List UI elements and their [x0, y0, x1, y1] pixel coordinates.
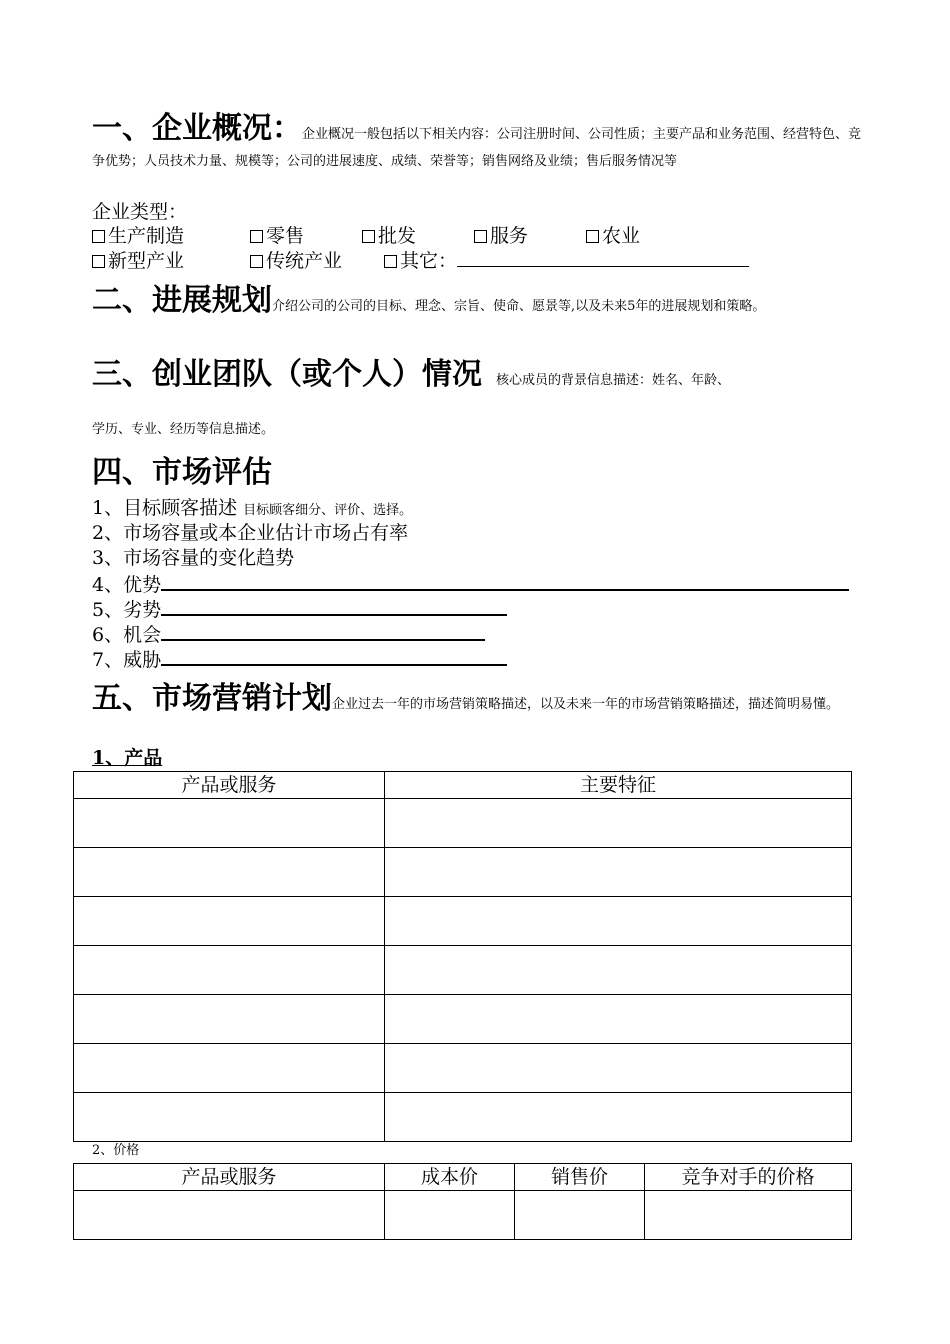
- enterprise-type-label: 企业类型：: [92, 201, 188, 223]
- enterprise-type-row-2: [92, 248, 749, 274]
- option-other[interactable]: 其它：: [384, 249, 457, 274]
- strengths-blank-line[interactable]: [161, 571, 849, 591]
- weaknesses-blank-line[interactable]: [161, 596, 507, 616]
- checkbox-icon[interactable]: [362, 230, 375, 243]
- checkbox-icon[interactable]: [250, 230, 263, 243]
- enterprise-type-row-1: [92, 224, 640, 249]
- market-item-3: 3、市场容量的变化趋势: [92, 547, 295, 569]
- section-5-block: [92, 680, 862, 718]
- table-cell[interactable]: [385, 946, 852, 995]
- table-cell[interactable]: [74, 1044, 385, 1093]
- subsection-product-title: 1、产品: [92, 747, 163, 769]
- table-row: [74, 995, 852, 1044]
- table-cell[interactable]: [645, 1191, 852, 1240]
- table-cell[interactable]: [385, 897, 852, 946]
- option-service[interactable]: 服务: [474, 224, 586, 249]
- threats-blank-line[interactable]: [161, 646, 507, 666]
- section-1-title: 一、企业概况：: [92, 111, 302, 146]
- table-cell[interactable]: [385, 1191, 515, 1240]
- table-cell[interactable]: [74, 799, 385, 848]
- checkbox-icon[interactable]: [586, 230, 599, 243]
- section-2-title: 二、进展规划: [92, 283, 272, 318]
- table-cell[interactable]: [515, 1191, 645, 1240]
- checkbox-icon[interactable]: [384, 255, 397, 268]
- table-cell[interactable]: [385, 1093, 852, 1142]
- table-cell[interactable]: [74, 1191, 385, 1240]
- table-row: [74, 897, 852, 946]
- table-cell[interactable]: [385, 799, 852, 848]
- table-cell[interactable]: [74, 897, 385, 946]
- checkbox-icon[interactable]: [250, 255, 263, 268]
- option-new-industry[interactable]: 新型产业: [92, 249, 250, 274]
- price-table-header-competitor: 竞争对手的价格: [645, 1164, 852, 1191]
- table-cell[interactable]: [74, 1093, 385, 1142]
- table-cell[interactable]: [385, 995, 852, 1044]
- option-manufacturing[interactable]: 生产制造: [92, 224, 250, 249]
- option-wholesale[interactable]: 批发: [362, 224, 474, 249]
- checkbox-icon[interactable]: [92, 255, 105, 268]
- checkbox-icon[interactable]: [92, 230, 105, 243]
- section-3-desc-1: 核心成员的背景信息描述：姓名、年龄、: [496, 373, 731, 388]
- product-table-header-features: 主要特征: [385, 772, 852, 799]
- option-retail[interactable]: 零售: [250, 224, 362, 249]
- market-item-6: 6、机会: [92, 621, 485, 648]
- section-3-title: 三、创业团队（或个人）情况: [92, 357, 482, 392]
- option-agriculture[interactable]: 农业: [586, 224, 640, 249]
- market-item-4: 4、优势: [92, 571, 849, 598]
- table-cell[interactable]: [74, 995, 385, 1044]
- market-item-2: 2、市场容量或本企业估计市场占有率: [92, 522, 409, 544]
- option-traditional-industry[interactable]: 传统产业: [250, 249, 384, 274]
- checkbox-icon[interactable]: [474, 230, 487, 243]
- price-table-header-sale: 销售价: [515, 1164, 645, 1191]
- price-table-header-product: 产品或服务: [74, 1164, 385, 1191]
- section-4-title: 四、市场评估: [92, 455, 272, 490]
- table-row: [74, 1093, 852, 1142]
- section-5-title: 五、市场营销计划: [92, 681, 332, 716]
- table-cell[interactable]: [385, 848, 852, 897]
- table-row: [74, 799, 852, 848]
- section-5-desc: 企业过去一年的市场营销策略描述，以及未来一年的市场营销策略描述，描述简明易懂。: [332, 697, 840, 712]
- other-blank-line[interactable]: [457, 248, 749, 267]
- price-table-header-cost: 成本价: [385, 1164, 515, 1191]
- market-item-5: 5、劣势: [92, 596, 507, 623]
- table-row: [74, 1191, 852, 1240]
- section-2-block: [92, 282, 862, 320]
- section-1-block: [92, 110, 862, 175]
- section-3-desc-2: 学历、专业、经历等信息描述。: [92, 422, 275, 437]
- product-table-header-product: 产品或服务: [74, 772, 385, 799]
- table-cell[interactable]: [74, 946, 385, 995]
- table-cell[interactable]: [385, 1044, 852, 1093]
- opportunities-blank-line[interactable]: [161, 621, 485, 641]
- product-table: [73, 771, 852, 1142]
- market-item-1-note: 目标顾客细分、评价、选择。: [243, 503, 413, 518]
- table-row: [74, 946, 852, 995]
- table-row: [74, 1044, 852, 1093]
- market-item-1: 1、目标顾客描述 目标顾客细分、评价、选择。: [92, 497, 413, 519]
- price-table: [73, 1163, 852, 1240]
- table-row: [74, 848, 852, 897]
- section-1-desc: 企业概况一般包括以下相关内容：公司注册时间、公司性质；主要产品和业务范围、经营特色、竞争优势；人员技术力量、规模等；公司的进展速度、成绩、荣誉等；销售网络及业绩；售后服务情况等: [92, 127, 862, 169]
- section-2-desc: 介绍公司的公司的目标、理念、宗旨、使命、愿景等,以及未来5年的进展规划和策略。: [272, 299, 766, 314]
- subsection-price-title: 2、价格: [92, 1143, 140, 1158]
- market-item-7: 7、威胁: [92, 646, 507, 673]
- table-cell[interactable]: [74, 848, 385, 897]
- section-3-heading-line: [92, 356, 730, 394]
